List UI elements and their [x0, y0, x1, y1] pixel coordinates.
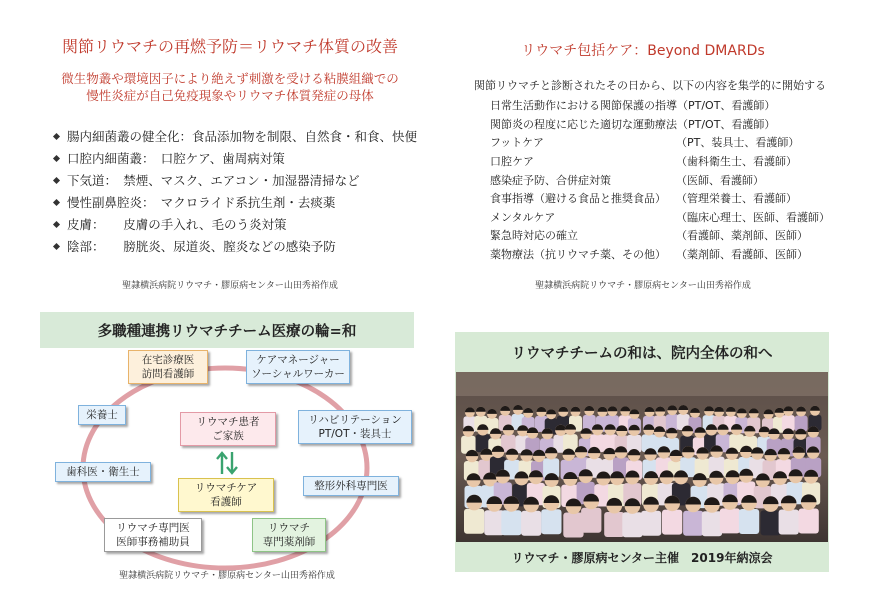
- crowd-person-body: [563, 513, 583, 538]
- diamond-bullet-icon: [53, 133, 60, 140]
- table-row: 薬物療法（抗リウマチ薬、その他） （薬剤師、看護師、医師）: [490, 248, 808, 262]
- table-row: 食事指導（避ける食品と推奨食品） （管理栄養士、看護師）: [490, 192, 797, 206]
- panel1-credit: 聖隷横浜病院リウマチ・膠原病センター山田秀裕作成: [122, 281, 338, 291]
- diamond-bullet-icon: [53, 221, 60, 228]
- node-specialist: リウマチ専門医 医師事務補助員: [104, 518, 202, 552]
- crowd-person-body: [581, 508, 601, 533]
- node-nurse: リウマチケア 看護師: [178, 478, 274, 512]
- panel2-title: リウマチ包括ケア：Beyond DMARDs: [521, 43, 765, 59]
- group-photo-icon: [456, 372, 828, 542]
- crowd-person-body: [739, 509, 759, 534]
- table-row: 口腔ケア （歯科衛生士、看護師）: [490, 155, 797, 169]
- list-item: 下気道： 禁煙、マスク、エアコン・加湿器清掃など: [52, 170, 422, 192]
- panel1-subtitle-line1: 微生物叢や環境因子により絶えず刺激を受ける粘膜組織での: [61, 71, 399, 86]
- diamond-bullet-icon: [53, 243, 60, 250]
- list-item: 腸内細菌叢の健全化：食品添加物を制限、自然食・和食、快便: [52, 126, 422, 148]
- node-nutrition: 栄養士: [78, 405, 126, 425]
- crowd-person-body: [683, 511, 703, 536]
- node-home-care: 在宅診療医 訪問看護師: [128, 350, 208, 384]
- panel4-caption: リウマチ・膠原病センター主催 2019年納涼会: [511, 551, 773, 565]
- crowd-person-body: [541, 509, 561, 534]
- care-table: [490, 96, 830, 263]
- diamond-bullet-icon: [53, 199, 60, 206]
- panel2-lead: 関節リウマチと診断されたその日から、以下の内容を集学的に開始する: [474, 79, 826, 92]
- table-row: フットケア （PT、装具士、看護師）: [490, 136, 800, 150]
- panel1-list: [52, 126, 422, 258]
- table-row: 緊急時対応の確立 （看護師、薬剤師、医師）: [490, 229, 808, 243]
- node-patient: リウマチ患者 ご家族: [180, 412, 276, 446]
- crowd-person-body: [662, 510, 682, 535]
- crowd-person-body: [641, 511, 661, 536]
- panel1-subtitle: [40, 70, 420, 104]
- bidirectional-arrow-icon: [215, 450, 239, 476]
- node-rehab: リハビリテーション PT/OT・装具士: [298, 410, 412, 444]
- node-care-manager: ケアマネージャー ソーシャルワーカー: [246, 350, 350, 384]
- diamond-bullet-icon: [53, 177, 60, 184]
- crowd-person-body: [761, 510, 781, 535]
- crowd-person-body: [720, 508, 740, 533]
- crowd-person-body: [501, 510, 521, 535]
- list-item: 陰部： 膀胱炎、尿道炎、膣炎などの感染予防: [52, 236, 422, 258]
- panel3-title: 多職種連携リウマチチーム医療の輪=和: [97, 324, 357, 340]
- crowd-person-body: [799, 509, 819, 534]
- crowd-person-body: [779, 510, 799, 535]
- list-item: 皮膚： 皮膚の手入れ、毛のう炎対策: [52, 214, 422, 236]
- table-row: メンタルケア （臨床心理士、医師、看護師）: [490, 210, 830, 224]
- node-pharmacist: リウマチ 専門薬剤師: [252, 518, 326, 552]
- crowd-person-body: [464, 509, 484, 534]
- table-row: 日常生活動作における関節保護の指導（PT/OT、看護師）: [490, 99, 776, 113]
- diamond-bullet-icon: [53, 155, 60, 162]
- panel4-title: リウマチチームの和は、院内全体の和へ: [511, 346, 773, 362]
- panel3-credit: 聖隷横浜病院リウマチ・膠原病センター山田秀裕作成: [119, 571, 335, 581]
- node-dental: 歯科医・衛生士: [55, 462, 151, 482]
- crowd-person-body: [622, 512, 642, 537]
- panel1-title: 関節リウマチの再燃予防＝リウマチ体質の改善: [61, 37, 398, 56]
- crowd-person-body: [702, 511, 722, 536]
- crowd-person-body: [604, 512, 624, 537]
- node-ortho: 整形外科専門医: [303, 476, 399, 496]
- panel1-subtitle-line2: 慢性炎症が自己免疫現象やリウマチ体質発症の母体: [86, 88, 374, 103]
- table-row: 関節炎の程度に応じた適切な運動療法（PT/OT、看護師）: [490, 117, 776, 131]
- list-item: 慢性副鼻腔炎： マクロライド系抗生剤・去痰薬: [52, 192, 422, 214]
- crowd-person-body: [521, 511, 541, 536]
- table-row: 感染症予防、合併症対策 （医師、看護師）: [490, 173, 764, 187]
- list-item: 口腔内細菌叢： 口腔ケア、歯周病対策: [52, 148, 422, 170]
- panel2-credit: 聖隷横浜病院リウマチ・膠原病センター山田秀裕作成: [535, 281, 751, 291]
